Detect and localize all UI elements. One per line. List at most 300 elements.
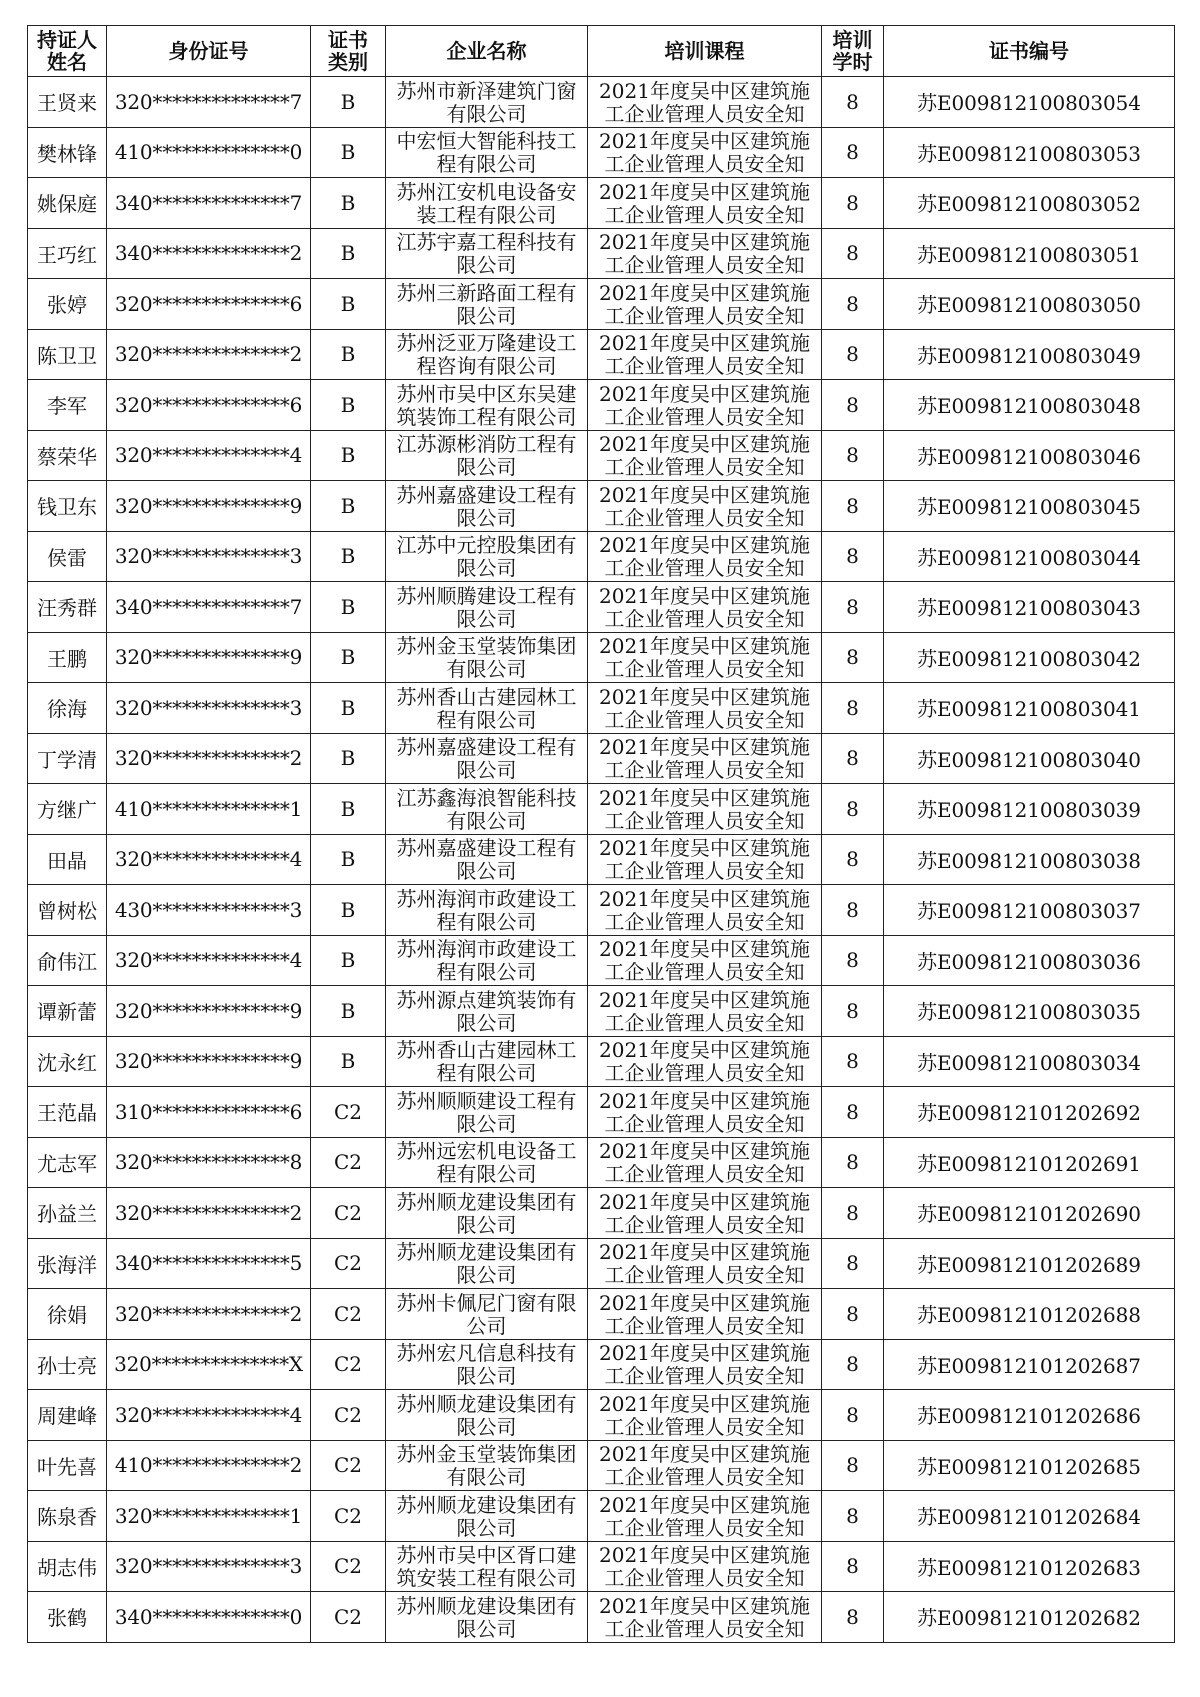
course-cell — [588, 127, 822, 178]
course-cell — [588, 1390, 822, 1441]
holder-name-cell: 田晶 — [28, 834, 107, 885]
course-cell — [588, 430, 822, 481]
table-row — [28, 481, 1175, 532]
holder-name-cell: 张海洋 — [28, 1238, 107, 1289]
company-cell — [386, 430, 588, 481]
company-cell — [386, 279, 588, 330]
course-cell — [588, 885, 822, 936]
holder-name-cell: 李军 — [28, 380, 107, 431]
cert-number-cell: 苏E009812101202691 — [884, 1137, 1175, 1188]
course-cell-text: 2021年度吴中区建筑施工企业管理人员安全知 — [599, 1341, 810, 1389]
company-cell-text: 苏州远宏机电设备工程有限公司 — [396, 1139, 577, 1187]
course-cell — [588, 531, 822, 582]
hours-cell: 8 — [822, 683, 884, 734]
id-number-cell: 320**************2 — [107, 1289, 311, 1340]
company-cell — [386, 481, 588, 532]
cert-type-cell: C2 — [311, 1339, 386, 1390]
cert-type-cell: B — [311, 77, 386, 128]
cert-number-cell: 苏E009812100803035 — [884, 986, 1175, 1037]
course-cell-text: 2021年度吴中区建筑施工企业管理人员安全知 — [599, 1139, 810, 1187]
company-cell-text: 苏州顺龙建设集团有限公司 — [396, 1593, 577, 1641]
holder-name-cell: 孙益兰 — [28, 1188, 107, 1239]
holder-name-cell: 沈永红 — [28, 1036, 107, 1087]
company-cell-text: 苏州三新路面工程有限公司 — [396, 280, 577, 328]
course-cell-text: 2021年度吴中区建筑施工企业管理人员安全知 — [599, 1240, 810, 1288]
hours-cell: 8 — [822, 1440, 884, 1491]
cert-type-cell: C2 — [311, 1440, 386, 1491]
cert-type-cell: C2 — [311, 1238, 386, 1289]
table-row — [28, 733, 1175, 784]
table-row — [28, 1339, 1175, 1390]
course-cell-text: 2021年度吴中区建筑施工企业管理人员安全知 — [599, 1593, 810, 1641]
cert-type-cell: B — [311, 430, 386, 481]
course-cell-text: 2021年度吴中区建筑施工企业管理人员安全知 — [599, 1189, 810, 1237]
cert-number-cell: 苏E009812100803048 — [884, 380, 1175, 431]
cert-number-cell: 苏E009812100803034 — [884, 1036, 1175, 1087]
cert-number-cell: 苏E009812100803049 — [884, 329, 1175, 380]
table-row — [28, 1289, 1175, 1340]
course-cell — [588, 784, 822, 835]
table-row — [28, 77, 1175, 128]
cert-number-cell: 苏E009812100803043 — [884, 582, 1175, 633]
cert-number-cell: 苏E009812100803040 — [884, 733, 1175, 784]
table-row — [28, 228, 1175, 279]
course-cell — [588, 986, 822, 1037]
course-cell-text: 2021年度吴中区建筑施工企业管理人员安全知 — [599, 634, 810, 682]
cert-number-cell: 苏E009812101202689 — [884, 1238, 1175, 1289]
table-row — [28, 1440, 1175, 1491]
cert-type-cell: B — [311, 632, 386, 683]
cert-number-cell: 苏E009812100803050 — [884, 279, 1175, 330]
id-number-cell: 340**************0 — [107, 1592, 311, 1643]
id-number-cell: 320**************4 — [107, 834, 311, 885]
id-number-cell: 320**************9 — [107, 632, 311, 683]
table-row — [28, 784, 1175, 835]
cert-number-cell: 苏E009812100803053 — [884, 127, 1175, 178]
id-number-cell: 410**************2 — [107, 1440, 311, 1491]
header-company-label: 企业名称 — [446, 39, 527, 63]
holder-name-cell: 叶先喜 — [28, 1440, 107, 1491]
cert-number-cell: 苏E009812100803051 — [884, 228, 1175, 279]
holder-name-cell: 王范晶 — [28, 1087, 107, 1138]
id-number-cell: 320**************8 — [107, 1137, 311, 1188]
holder-name-cell: 王巧红 — [28, 228, 107, 279]
course-cell-text: 2021年度吴中区建筑施工企业管理人员安全知 — [599, 684, 810, 732]
course-cell-text: 2021年度吴中区建筑施工企业管理人员安全知 — [599, 836, 810, 884]
hours-cell: 8 — [822, 632, 884, 683]
cert-number-cell: 苏E009812101202687 — [884, 1339, 1175, 1390]
company-cell-text: 江苏中元控股集团有限公司 — [396, 533, 577, 581]
cert-number-cell: 苏E009812101202683 — [884, 1541, 1175, 1592]
company-cell-text: 苏州顺龙建设集团有限公司 — [396, 1492, 577, 1540]
hours-cell: 8 — [822, 531, 884, 582]
cert-type-cell: B — [311, 784, 386, 835]
cert-type-cell: B — [311, 531, 386, 582]
course-cell-text: 2021年度吴中区建筑施工企业管理人员安全知 — [599, 987, 810, 1035]
table-row — [28, 1592, 1175, 1643]
holder-name-cell: 谭新蕾 — [28, 986, 107, 1037]
id-number-cell: 310**************6 — [107, 1087, 311, 1138]
course-cell — [588, 582, 822, 633]
course-cell-text: 2021年度吴中区建筑施工企业管理人员安全知 — [599, 482, 810, 530]
course-cell-text: 2021年度吴中区建筑施工企业管理人员安全知 — [599, 583, 810, 631]
table-row — [28, 834, 1175, 885]
header-course-label: 培训课程 — [664, 39, 745, 63]
holder-name-cell: 方继广 — [28, 784, 107, 835]
id-number-cell: 320**************1 — [107, 1491, 311, 1542]
id-number-cell: 320**************2 — [107, 329, 311, 380]
company-cell — [386, 77, 588, 128]
course-cell-text: 2021年度吴中区建筑施工企业管理人员安全知 — [599, 129, 810, 177]
table-row — [28, 986, 1175, 1037]
holder-name-cell: 丁学清 — [28, 733, 107, 784]
cert-number-cell: 苏E009812100803038 — [884, 834, 1175, 885]
cert-type-cell: B — [311, 127, 386, 178]
cert-type-cell: B — [311, 380, 386, 431]
table-header — [28, 26, 1175, 77]
course-cell — [588, 329, 822, 380]
cert-type-cell: B — [311, 279, 386, 330]
certificate-roster-table — [27, 25, 1175, 1643]
hours-cell: 8 — [822, 1137, 884, 1188]
id-number-cell: 340**************5 — [107, 1238, 311, 1289]
header-row — [28, 26, 1175, 77]
company-cell — [386, 1188, 588, 1239]
company-cell — [386, 683, 588, 734]
header-hours — [822, 26, 884, 77]
course-cell — [588, 1238, 822, 1289]
hours-cell: 8 — [822, 885, 884, 936]
company-cell-text: 苏州泛亚万隆建设工程咨询有限公司 — [396, 331, 577, 379]
id-number-cell: 340**************7 — [107, 178, 311, 229]
course-cell — [588, 1592, 822, 1643]
table-row — [28, 329, 1175, 380]
cert-type-cell: C2 — [311, 1541, 386, 1592]
table-row — [28, 683, 1175, 734]
certificate-roster-sheet — [27, 25, 1175, 1643]
company-cell-text: 江苏宇嘉工程科技有限公司 — [396, 230, 577, 278]
header-cert-type — [311, 26, 386, 77]
hours-cell: 8 — [822, 481, 884, 532]
id-number-cell: 320**************X — [107, 1339, 311, 1390]
holder-name-cell: 陈卫卫 — [28, 329, 107, 380]
course-cell — [588, 380, 822, 431]
table-row — [28, 1541, 1175, 1592]
company-cell — [386, 784, 588, 835]
cert-number-cell: 苏E009812100803041 — [884, 683, 1175, 734]
holder-name-cell: 尤志军 — [28, 1137, 107, 1188]
cert-number-cell: 苏E009812101202686 — [884, 1390, 1175, 1441]
table-row — [28, 1087, 1175, 1138]
holder-name-cell: 钱卫东 — [28, 481, 107, 532]
header-id-number — [107, 26, 311, 77]
cert-type-cell: B — [311, 178, 386, 229]
course-cell-text: 2021年度吴中区建筑施工企业管理人员安全知 — [599, 230, 810, 278]
company-cell — [386, 632, 588, 683]
company-cell — [386, 178, 588, 229]
id-number-cell: 320**************9 — [107, 481, 311, 532]
table-row — [28, 380, 1175, 431]
table-row — [28, 1188, 1175, 1239]
id-number-cell: 410**************1 — [107, 784, 311, 835]
header-cert-type-label: 证书类别 — [328, 28, 368, 74]
cert-number-cell: 苏E009812101202685 — [884, 1440, 1175, 1491]
course-cell — [588, 1289, 822, 1340]
cert-type-cell: B — [311, 733, 386, 784]
company-cell-text: 苏州市新泽建筑门窗有限公司 — [396, 78, 577, 126]
cert-number-cell: 苏E009812100803054 — [884, 77, 1175, 128]
company-cell — [386, 1087, 588, 1138]
cert-number-cell: 苏E009812100803036 — [884, 935, 1175, 986]
course-cell-text: 2021年度吴中区建筑施工企业管理人员安全知 — [599, 331, 810, 379]
table-row — [28, 178, 1175, 229]
table-row — [28, 1390, 1175, 1441]
cert-type-cell: C2 — [311, 1390, 386, 1441]
id-number-cell: 430**************3 — [107, 885, 311, 936]
course-cell — [588, 632, 822, 683]
cert-number-cell: 苏E009812100803037 — [884, 885, 1175, 936]
company-cell — [386, 935, 588, 986]
header-hours-label: 培训学时 — [832, 28, 873, 74]
company-cell-text: 苏州顺顺建设工程有限公司 — [396, 1088, 577, 1136]
header-name — [28, 26, 107, 77]
company-cell-text: 苏州源点建筑装饰有限公司 — [396, 987, 577, 1035]
cert-type-cell: B — [311, 683, 386, 734]
company-cell — [386, 582, 588, 633]
id-number-cell: 340**************7 — [107, 582, 311, 633]
table-row — [28, 279, 1175, 330]
cert-type-cell: C2 — [311, 1592, 386, 1643]
cert-type-cell: B — [311, 1036, 386, 1087]
cert-type-cell: B — [311, 329, 386, 380]
table-body — [28, 77, 1175, 1643]
company-cell — [386, 1390, 588, 1441]
holder-name-cell: 曾树松 — [28, 885, 107, 936]
course-cell — [588, 77, 822, 128]
holder-name-cell: 张鹤 — [28, 1592, 107, 1643]
company-cell-text: 苏州海润市政建设工程有限公司 — [396, 886, 577, 934]
id-number-cell: 410**************0 — [107, 127, 311, 178]
holder-name-cell: 张婷 — [28, 279, 107, 330]
company-cell-text: 苏州香山古建园林工程有限公司 — [396, 684, 577, 732]
course-cell — [588, 1440, 822, 1491]
header-course — [588, 26, 822, 77]
cert-type-cell: C2 — [311, 1087, 386, 1138]
cert-type-cell: B — [311, 228, 386, 279]
table-row — [28, 935, 1175, 986]
hours-cell: 8 — [822, 178, 884, 229]
cert-number-cell: 苏E009812100803045 — [884, 481, 1175, 532]
id-number-cell: 320**************2 — [107, 733, 311, 784]
company-cell-text: 中宏恒大智能科技工程有限公司 — [396, 129, 577, 177]
hours-cell: 8 — [822, 1592, 884, 1643]
holder-name-cell: 蔡荣华 — [28, 430, 107, 481]
table-row — [28, 127, 1175, 178]
cert-number-cell: 苏E009812100803042 — [884, 632, 1175, 683]
course-cell — [588, 1137, 822, 1188]
table-row — [28, 1491, 1175, 1542]
hours-cell: 8 — [822, 935, 884, 986]
header-name-label: 持证人姓名 — [37, 28, 97, 74]
header-id-number-label: 身份证号 — [168, 39, 249, 63]
company-cell — [386, 885, 588, 936]
holder-name-cell: 胡志伟 — [28, 1541, 107, 1592]
cert-number-cell: 苏E009812101202690 — [884, 1188, 1175, 1239]
company-cell-text: 苏州金玉堂装饰集团有限公司 — [396, 1442, 577, 1490]
course-cell — [588, 683, 822, 734]
course-cell — [588, 935, 822, 986]
company-cell — [386, 1491, 588, 1542]
course-cell — [588, 1188, 822, 1239]
holder-name-cell: 周建峰 — [28, 1390, 107, 1441]
cert-type-cell: B — [311, 582, 386, 633]
holder-name-cell: 姚保庭 — [28, 178, 107, 229]
course-cell — [588, 1491, 822, 1542]
course-cell-text: 2021年度吴中区建筑施工企业管理人员安全知 — [599, 1442, 810, 1490]
hours-cell: 8 — [822, 1188, 884, 1239]
company-cell-text: 苏州金玉堂装饰集团有限公司 — [396, 634, 577, 682]
course-cell-text: 2021年度吴中区建筑施工企业管理人员安全知 — [599, 1543, 810, 1591]
id-number-cell: 320**************4 — [107, 935, 311, 986]
company-cell-text: 苏州顺龙建设集团有限公司 — [396, 1391, 577, 1439]
holder-name-cell: 徐海 — [28, 683, 107, 734]
company-cell — [386, 1289, 588, 1340]
hours-cell: 8 — [822, 784, 884, 835]
course-cell-text: 2021年度吴中区建筑施工企业管理人员安全知 — [599, 886, 810, 934]
cert-number-cell: 苏E009812100803044 — [884, 531, 1175, 582]
table-row — [28, 632, 1175, 683]
hours-cell: 8 — [822, 834, 884, 885]
hours-cell: 8 — [822, 1541, 884, 1592]
holder-name-cell: 王鹏 — [28, 632, 107, 683]
hours-cell: 8 — [822, 1491, 884, 1542]
company-cell — [386, 127, 588, 178]
company-cell — [386, 1339, 588, 1390]
course-cell-text: 2021年度吴中区建筑施工企业管理人员安全知 — [599, 785, 810, 833]
holder-name-cell: 孙士亮 — [28, 1339, 107, 1390]
course-cell — [588, 178, 822, 229]
course-cell-text: 2021年度吴中区建筑施工企业管理人员安全知 — [599, 1492, 810, 1540]
cert-type-cell: C2 — [311, 1289, 386, 1340]
table-row — [28, 430, 1175, 481]
id-number-cell: 320**************3 — [107, 531, 311, 582]
id-number-cell: 320**************9 — [107, 1036, 311, 1087]
cert-number-cell: 苏E009812100803046 — [884, 430, 1175, 481]
company-cell-text: 苏州卡佩尼门窗有限公司 — [396, 1290, 577, 1338]
hours-cell: 8 — [822, 733, 884, 784]
table-row — [28, 1238, 1175, 1289]
cert-number-cell: 苏E009812101202682 — [884, 1592, 1175, 1643]
hours-cell: 8 — [822, 986, 884, 1037]
holder-name-cell: 俞伟江 — [28, 935, 107, 986]
cert-type-cell: B — [311, 935, 386, 986]
course-cell — [588, 1036, 822, 1087]
holder-name-cell: 徐娟 — [28, 1289, 107, 1340]
company-cell-text: 苏州顺腾建设工程有限公司 — [396, 583, 577, 631]
course-cell — [588, 834, 822, 885]
company-cell — [386, 986, 588, 1037]
course-cell — [588, 481, 822, 532]
company-cell — [386, 834, 588, 885]
company-cell-text: 苏州嘉盛建设工程有限公司 — [396, 735, 577, 783]
hours-cell: 8 — [822, 329, 884, 380]
course-cell-text: 2021年度吴中区建筑施工企业管理人员安全知 — [599, 1038, 810, 1086]
course-cell-text: 2021年度吴中区建筑施工企业管理人员安全知 — [599, 432, 810, 480]
company-cell-text: 江苏源彬消防工程有限公司 — [396, 432, 577, 480]
company-cell-text: 苏州顺龙建设集团有限公司 — [396, 1189, 577, 1237]
holder-name-cell: 陈泉香 — [28, 1491, 107, 1542]
hours-cell: 8 — [822, 582, 884, 633]
course-cell-text: 2021年度吴中区建筑施工企业管理人员安全知 — [599, 78, 810, 126]
company-cell — [386, 733, 588, 784]
id-number-cell: 320**************2 — [107, 1188, 311, 1239]
company-cell-text: 江苏鑫海浪智能科技有限公司 — [396, 785, 577, 833]
hours-cell: 8 — [822, 1390, 884, 1441]
hours-cell: 8 — [822, 228, 884, 279]
course-cell — [588, 228, 822, 279]
course-cell-text: 2021年度吴中区建筑施工企业管理人员安全知 — [599, 1088, 810, 1136]
holder-name-cell: 汪秀群 — [28, 582, 107, 633]
course-cell — [588, 1087, 822, 1138]
hours-cell: 8 — [822, 77, 884, 128]
company-cell-text: 苏州嘉盛建设工程有限公司 — [396, 836, 577, 884]
table-row — [28, 885, 1175, 936]
header-company — [386, 26, 588, 77]
course-cell-text: 2021年度吴中区建筑施工企业管理人员安全知 — [599, 280, 810, 328]
cert-type-cell: B — [311, 481, 386, 532]
course-cell — [588, 279, 822, 330]
course-cell-text: 2021年度吴中区建筑施工企业管理人员安全知 — [599, 1290, 810, 1338]
hours-cell: 8 — [822, 1087, 884, 1138]
course-cell-text: 2021年度吴中区建筑施工企业管理人员安全知 — [599, 533, 810, 581]
id-number-cell: 320**************3 — [107, 683, 311, 734]
company-cell — [386, 1036, 588, 1087]
header-cert-no-label: 证书编号 — [989, 39, 1069, 63]
hours-cell: 8 — [822, 1289, 884, 1340]
hours-cell: 8 — [822, 380, 884, 431]
holder-name-cell: 王贤来 — [28, 77, 107, 128]
hours-cell: 8 — [822, 127, 884, 178]
cert-number-cell: 苏E009812100803039 — [884, 784, 1175, 835]
company-cell-text: 苏州市吴中区东吴建筑装饰工程有限公司 — [396, 381, 577, 429]
hours-cell: 8 — [822, 430, 884, 481]
company-cell — [386, 228, 588, 279]
company-cell-text: 苏州海润市政建设工程有限公司 — [396, 937, 577, 985]
company-cell — [386, 531, 588, 582]
company-cell — [386, 1592, 588, 1643]
hours-cell: 8 — [822, 1238, 884, 1289]
company-cell-text: 苏州江安机电设备安装工程有限公司 — [396, 179, 577, 227]
cert-type-cell: C2 — [311, 1188, 386, 1239]
cert-number-cell: 苏E009812101202692 — [884, 1087, 1175, 1138]
cert-type-cell: B — [311, 986, 386, 1037]
cert-number-cell: 苏E009812101202688 — [884, 1289, 1175, 1340]
table-row — [28, 1036, 1175, 1087]
id-number-cell: 320**************9 — [107, 986, 311, 1037]
id-number-cell: 320**************4 — [107, 430, 311, 481]
company-cell-text: 苏州香山古建园林工程有限公司 — [396, 1038, 577, 1086]
company-cell — [386, 1238, 588, 1289]
cert-number-cell: 苏E009812100803052 — [884, 178, 1175, 229]
course-cell-text: 2021年度吴中区建筑施工企业管理人员安全知 — [599, 937, 810, 985]
company-cell-text: 苏州市吴中区胥口建筑安装工程有限公司 — [396, 1543, 577, 1591]
table-row — [28, 582, 1175, 633]
table-row — [28, 531, 1175, 582]
holder-name-cell: 樊林锋 — [28, 127, 107, 178]
id-number-cell: 320**************3 — [107, 1541, 311, 1592]
holder-name-cell: 侯雷 — [28, 531, 107, 582]
cert-type-cell: B — [311, 885, 386, 936]
